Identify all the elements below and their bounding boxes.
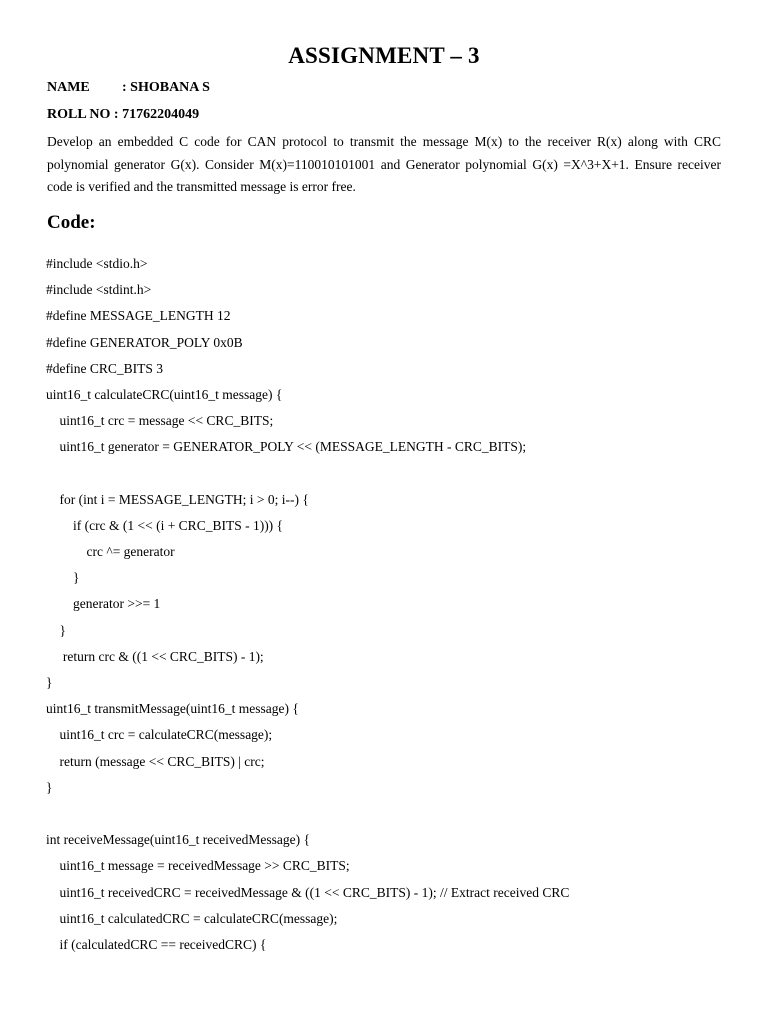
- code-line: #include <stdio.h>: [46, 256, 148, 271]
- code-line: return crc & ((1 << CRC_BITS) - 1);: [46, 648, 264, 664]
- name-label: NAME: [47, 80, 90, 95]
- code-line: uint16_t crc = calculateCRC(message);: [46, 727, 273, 743]
- code-line: uint16_t crc = message << CRC_BITS;: [46, 413, 274, 429]
- code-line: uint16_t generator = GENERATOR_POLY << (MESSAGE_LENGTH - CRC_BITS);: [46, 439, 527, 455]
- code-line: [46, 464, 569, 490]
- code-line: [46, 804, 569, 830]
- code-line: #define CRC_BITS 3: [46, 360, 163, 376]
- code-line: return (message << CRC_BITS) | crc;: [46, 753, 265, 769]
- code-line: #include <stdint.h>: [46, 282, 152, 298]
- code-line: uint16_t calculatedCRC = calculateCRC(message);: [46, 910, 338, 926]
- roll-label: ROLL NO :: [47, 107, 119, 122]
- code-line: }: [46, 622, 66, 638]
- name-value: : SHOBANA S: [122, 80, 210, 95]
- code-line: }: [46, 675, 53, 690]
- code-line: #define MESSAGE_LENGTH 12: [46, 308, 231, 324]
- code-line: if (calculatedCRC == receivedCRC) {: [46, 936, 267, 952]
- roll-field: [47, 107, 199, 123]
- code-line: for (int i = MESSAGE_LENGTH; i > 0; i--) {: [46, 491, 309, 507]
- code-line: int receiveMessage(uint16_t receivedMessage) {: [46, 832, 311, 848]
- assignment-description: Develop an embedded C code for CAN protocol to transmit the message M(x) to the receiver R(x) along with CRC polynomial generator G(x). Consider M(x)=110010101001 and Generator polynomial G(x) =X^3+X+1. Ensure receiver code is verified and the transmitted message is error free.: [47, 134, 721, 194]
- code-block: [46, 254, 569, 961]
- code-line: uint16_t message = receivedMessage >> CRC_BITS;: [46, 858, 350, 874]
- code-line: uint16_t receivedCRC = receivedMessage & ((1 << CRC_BITS) - 1); // Extract received CRC: [46, 884, 570, 900]
- code-line: }: [46, 779, 53, 795]
- name-field: [47, 80, 210, 96]
- roll-value: 71762204049: [122, 107, 200, 122]
- code-heading: Code:: [47, 212, 96, 233]
- code-line: uint16_t transmitMessage(uint16_t message) {: [46, 701, 299, 717]
- code-line: #define GENERATOR_POLY 0x0B: [46, 334, 243, 350]
- code-line: }: [46, 570, 80, 586]
- code-line: if (crc & (1 << (i + CRC_BITS - 1))) {: [46, 517, 284, 533]
- code-line: crc ^= generator: [46, 544, 175, 560]
- code-line: generator >>= 1: [46, 596, 161, 612]
- page-title: ASSIGNMENT – 3: [288, 43, 480, 68]
- code-line: uint16_t calculateCRC(uint16_t message) {: [46, 386, 283, 402]
